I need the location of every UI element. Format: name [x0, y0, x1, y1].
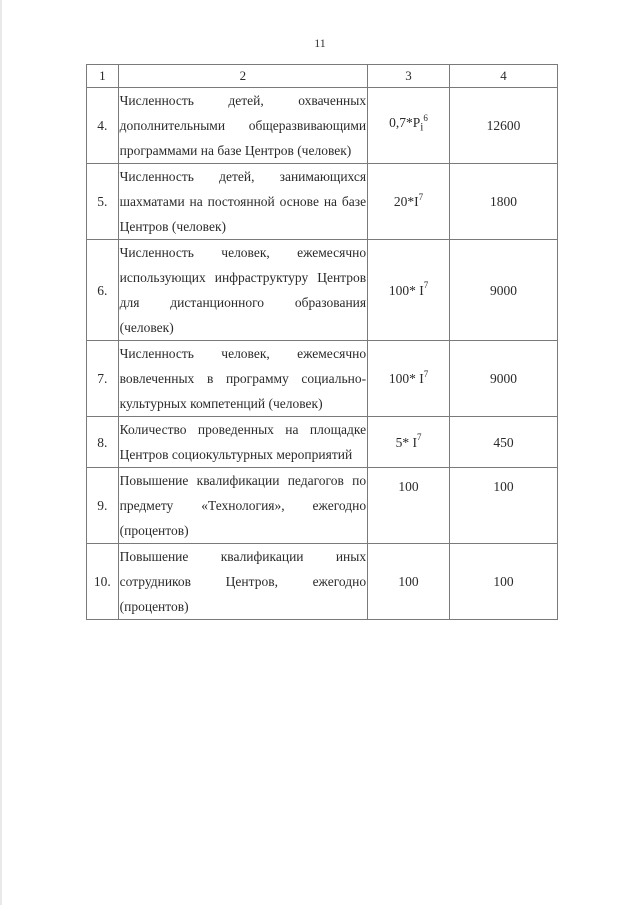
formula-base: 5* I [395, 434, 417, 450]
scan-edge [0, 0, 2, 905]
indicators-table [86, 64, 558, 620]
indicator-name [118, 88, 367, 164]
row-number: 4. [87, 88, 119, 164]
indicator-name [118, 164, 367, 240]
indicator-name-text: Повышение квалификации иных сотрудников Центров, ежегодно (процентов) [119, 549, 367, 614]
formula-subscript: i [420, 121, 424, 134]
row-number: 6. [87, 240, 119, 341]
table-header-row [87, 65, 558, 88]
formula-cell: 100 [368, 544, 450, 620]
indicator-name-text: Численность детей, охваченных дополнительными общеразвивающими программами на базе Центров (человек) [119, 93, 367, 158]
formula-base: 100* I [388, 371, 424, 386]
row-number: 8. [87, 417, 119, 468]
formula-superscript: 7 [416, 432, 422, 442]
header-cell-1: 1 [87, 65, 119, 88]
target-value: 12600 [449, 88, 557, 164]
indicator-name-text: Численность человек, ежемесячно вовлеченных в программу социально-культурных компетенций (человек) [119, 346, 367, 411]
page-number: 11 [314, 36, 326, 50]
formula-superscript: 7 [423, 280, 429, 290]
indicator-name [118, 240, 367, 341]
indicator-name [118, 417, 367, 468]
table-row [87, 88, 558, 164]
header-cell-2: 2 [118, 65, 367, 88]
formula-cell [368, 240, 450, 341]
indicator-name-text: Численность детей, занимающихся шахматами на постоянной основе на базе Центров (человек) [119, 169, 367, 234]
target-value: 100 [449, 544, 557, 620]
formula-cell [368, 164, 450, 240]
target-value: 450 [449, 417, 557, 468]
target-value: 1800 [449, 164, 557, 240]
header-cell-4: 4 [449, 65, 557, 88]
table-row [87, 164, 558, 240]
indicator-name-text: Численность человек, ежемесячно использующих инфраструктуру Центров для дистанционного образования (человек) [119, 245, 367, 335]
target-value: 9000 [449, 341, 557, 417]
formula-base: 20*I [393, 194, 419, 209]
indicator-name-text: Количество проведенных на площадке Центров социокультурных мероприятий [119, 422, 367, 462]
indicator-name [118, 341, 367, 417]
formula-cell: 100 [368, 468, 450, 544]
table-row [87, 341, 558, 417]
table-row [87, 417, 558, 468]
formula-superscript: 7 [418, 191, 424, 202]
formula-superscript: 6 [423, 112, 428, 123]
row-number: 5. [87, 164, 119, 240]
target-value: 9000 [449, 240, 557, 341]
table-row [87, 468, 558, 544]
indicator-name [118, 544, 367, 620]
table-row [87, 240, 558, 341]
table-row [87, 544, 558, 620]
row-number: 7. [87, 341, 119, 417]
target-value: 100 [449, 468, 557, 544]
formula-cell [368, 417, 450, 468]
formula-superscript: 7 [423, 368, 429, 379]
header-cell-3: 3 [368, 65, 450, 88]
formula-cell [368, 88, 450, 164]
row-number: 9. [87, 468, 119, 544]
indicator-name [118, 468, 367, 544]
formula-base: 0,7*P [389, 115, 421, 131]
formula-cell [368, 341, 450, 417]
indicator-name-text: Повышение квалификации педагогов по предмету «Технология», ежегодно (процентов) [119, 473, 367, 538]
row-number: 10. [87, 544, 119, 620]
formula-base: 100* I [388, 282, 424, 298]
